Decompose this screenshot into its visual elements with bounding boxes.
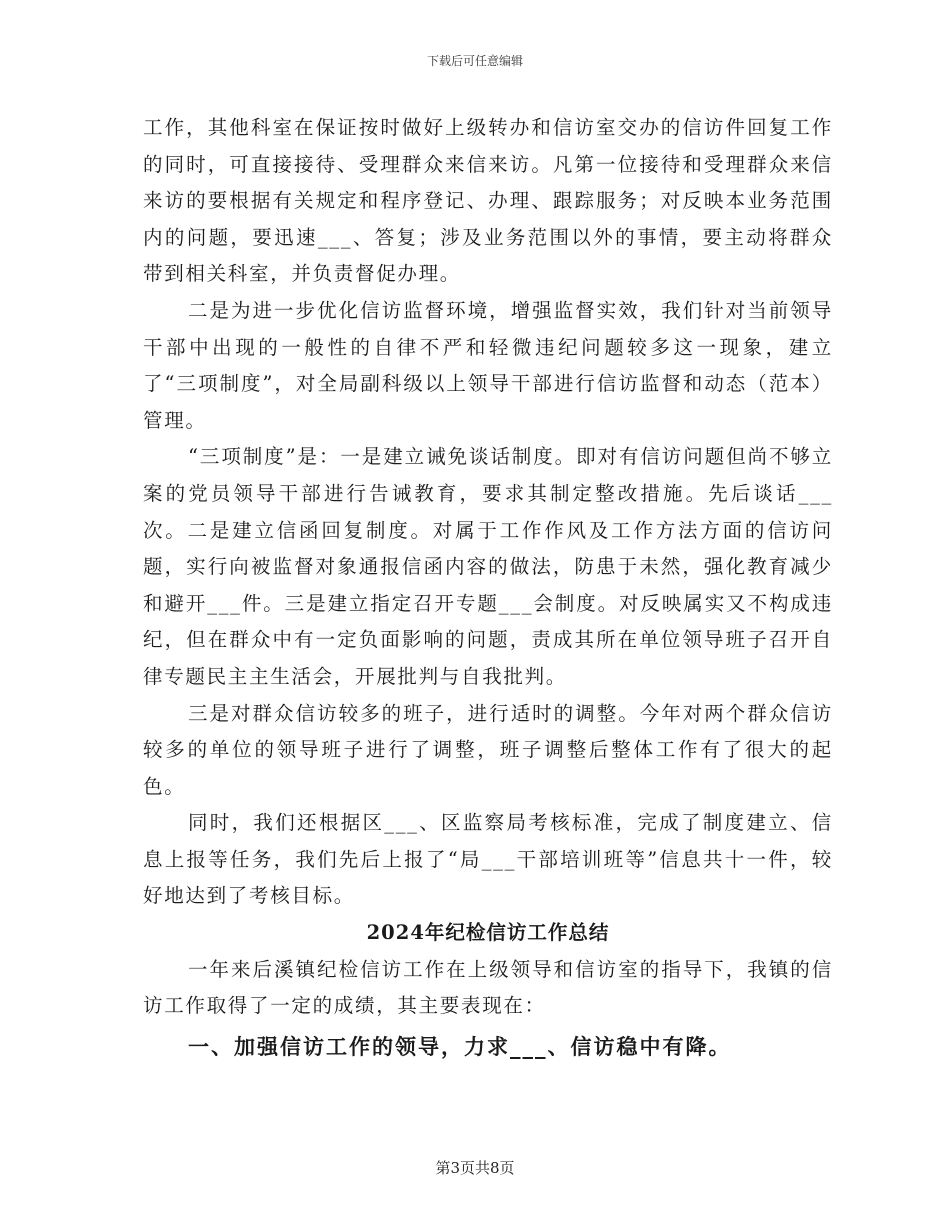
heading-one: 一、加强信访工作的领导，力求___、信访稳中有降。 — [188, 1033, 732, 1059]
paragraph-intro: 一年来后溪镇纪检信访工作在上级领导和信访室的指导下，我镇的信访工作取得了一定的成绩，其主要表现在： — [143, 957, 833, 1018]
paragraph-three-systems: “三项制度”是：一是建立诫免谈话制度。即对有信访问题但尚不够立案的党员领导干部进行告诫教育，要求其制定整改措施。先后谈话___次。二是建立信函回复制度。对属于工作作风及工作方法方面的信访问题，实行向被监督对象通报信函内容的做法，防患于未然，强化教育减少和避开___件。三是建立指定召开专题___会制度。对反映属实又不构成违纪，但在群众中有一定负面影响的问题，责成其所在单位领导班子召开自律专题民主主生活会，开展批判与自我批判。 — [143, 445, 833, 688]
paragraph-continuation: 工作，其他科室在保证按时做好上级转办和信访室交办的信访件回复工作的同时，可直接接待、受理群众来信来访。凡第一位接待和受理群众来信来访的要根据有关规定和程序登记、办理、跟踪服务；对反映本业务范围内的问题，要迅速___、答复；涉及业务范围以外的事情，要主动将群众带到相关科室，并负责督促办理。 — [143, 116, 833, 286]
document-body — [143, 110, 833, 1065]
paragraph-meanwhile: 同时，我们还根据区___、区监察局考核标准，完成了制度建立、信息上报等任务，我们先后上报了“局___干部培训班等”信息共十一件，较好地达到了考核目标。 — [143, 811, 833, 908]
section-title: 2024年纪检信访工作总结 — [366, 921, 610, 945]
paragraph-second-point: 二是为进一步优化信访监督环境，增强监督实效，我们针对当前领导干部中出现的一般性的自律不严和轻微违纪问题较多这一现象，建立了“三项制度”，对全局副科级以上领导干部进行信访监督和动态（范本）管理。 — [143, 298, 833, 432]
paragraph-third-point: 三是对群众信访较多的班子，进行适时的调整。今年对两个群众信访较多的单位的领导班子进行了调整，班子调整后整体工作有了很大的起色。 — [143, 701, 833, 798]
page-footer-number: 第3页共8页 — [435, 1159, 515, 1177]
page-header-note: 下载后可任意编辑 — [426, 54, 523, 68]
